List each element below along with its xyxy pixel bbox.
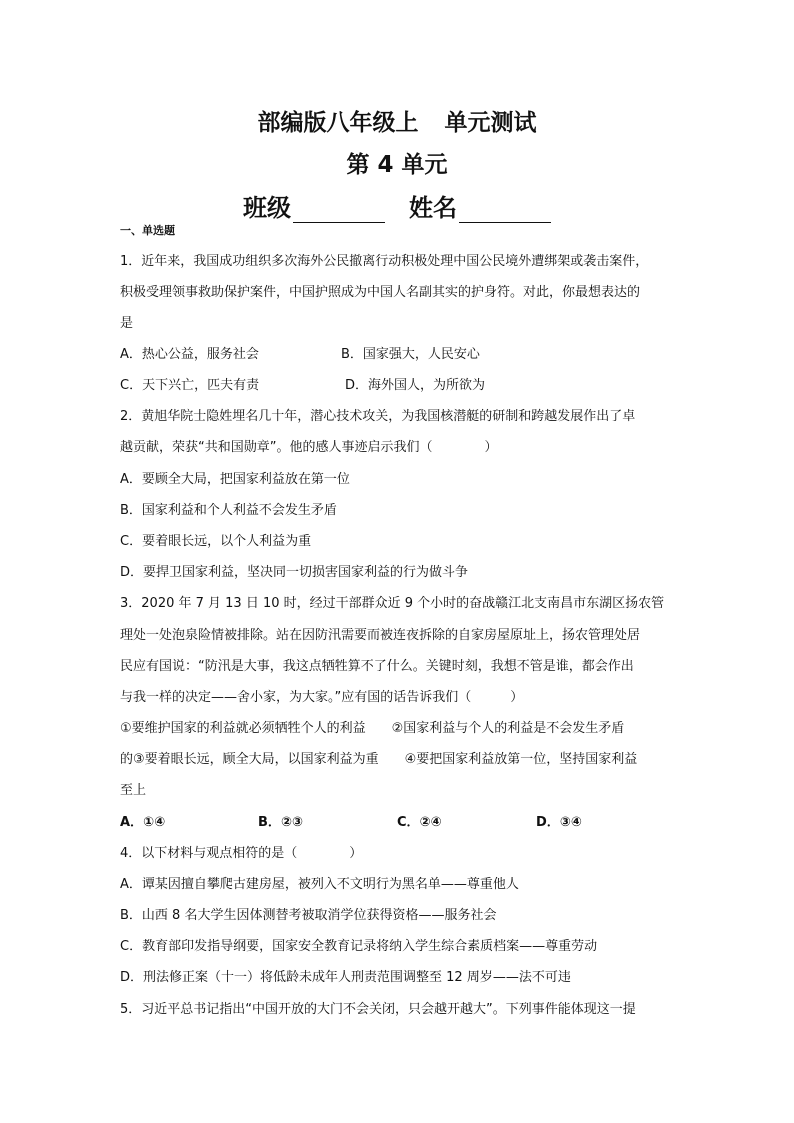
q1-line-3: 是 — [120, 316, 134, 331]
q3-line-6: 的③要着眼长远，顾全大局，以国家利益为重 ④要把国家利益放第一位，坚持国家利益 — [120, 752, 638, 767]
title-left: 部编版八年级上 — [257, 110, 419, 136]
q2-line-1: 2．黄旭华院士隐姓埋名几十年，潜心技术攻关，为我国核潜艇的研制和跨越发展作出了卓 — [120, 409, 636, 424]
name-label: 姓名 — [409, 194, 457, 222]
title-right: 单元测试 — [444, 110, 537, 136]
q3-line-5: ①要维护国家的利益就必须牺牲个人的利益 ②国家利益与个人的利益是不会发生矛盾 — [120, 721, 625, 736]
q3-line-3: 民应有国说：“防汛是大事，我这点牺牲算不了什么。关键时刻，我想不管是谁，都会作出 — [120, 659, 634, 674]
q4-line-1: 4．以下材料与观点相符的是（ ） — [120, 846, 363, 861]
q4-option-c[interactable]: C．教育部印发指导纲要，国家安全教育记录将纳入学生综合素质档案——尊重劳动 — [120, 939, 598, 954]
section-heading: 一、单选题 — [120, 224, 175, 237]
q3-option-a[interactable]: A．①④ — [120, 815, 166, 830]
q4-option-b[interactable]: B．山西 8 名大学生因体测替考被取消学位获得资格——服务社会 — [120, 908, 497, 923]
q1-option-d[interactable]: D．海外国人，为所欲为 — [345, 378, 486, 393]
q3-option-b[interactable]: B．②③ — [258, 815, 303, 830]
q5-line-1: 5．习近平总书记指出“中国开放的大门不会关闭，只会越开越大”。下列事件能体现这一提 — [120, 1002, 636, 1017]
q1-option-c[interactable]: C．天下兴亡，匹夫有责 — [120, 378, 260, 393]
q2-option-b[interactable]: B．国家利益和个人利益不会发生矛盾 — [120, 503, 337, 518]
q4-option-a[interactable]: A．谭某因擅自攀爬古建房屋，被列入不文明行为黑名单——尊重他人 — [120, 877, 519, 892]
unit-title: 第 4 单元 — [346, 152, 448, 178]
q1-line-2: 积极受理领事救助保护案件，中国护照成为中国人名副其实的护身符。对此，你最想表达的 — [120, 285, 641, 300]
q2-option-c[interactable]: C．要着眼长远，以个人利益为重 — [120, 534, 312, 549]
q4-option-d[interactable]: D．刑法修正案（十一）将低龄未成年人刑责范围调整至 12 周岁——法不可违 — [120, 970, 571, 985]
q3-line-1: 3．2020 年 7 月 13 日 10 时，经过干部群众近 9 个小时的奋战赣江北支南昌市东湖区扬农管 — [120, 596, 665, 611]
q2-line-2: 越贡献，荣获“共和国勋章”。他的感人事迹启示我们（ ） — [120, 440, 498, 455]
q1-line-1: 1．近年来，我国成功组织多次海外公民撤离行动积极处理中国公民境外遭绑架或袭击案件， — [120, 254, 649, 269]
student-info-line — [0, 188, 794, 223]
q3-line-2: 理处一处泡泉险情被排除。站在因防汛需要而被连夜拆除的自家房屋原址上，扬农管理处居 — [120, 628, 641, 643]
q1-option-a[interactable]: A．热心公益，服务社会 — [120, 347, 259, 362]
q3-option-d[interactable]: D．③④ — [536, 815, 582, 830]
q2-option-a[interactable]: A．要顾全大局，把国家利益放在第一位 — [120, 472, 350, 487]
q1-option-b[interactable]: B．国家强大，人民安心 — [341, 347, 480, 362]
q2-option-d[interactable]: D．要捍卫国家利益，坚决同一切损害国家利益的行为做斗争 — [120, 565, 469, 580]
q3-line-7: 至上 — [120, 783, 147, 798]
class-label: 班级 — [243, 194, 291, 222]
name-blank[interactable] — [459, 200, 551, 223]
q3-line-4: 与我一样的决定——舍小家，为大家。”应有国的话告诉我们（ ） — [120, 690, 524, 705]
q3-option-c[interactable]: C．②④ — [397, 815, 442, 830]
exam-title — [0, 104, 794, 137]
class-blank[interactable] — [293, 200, 385, 223]
